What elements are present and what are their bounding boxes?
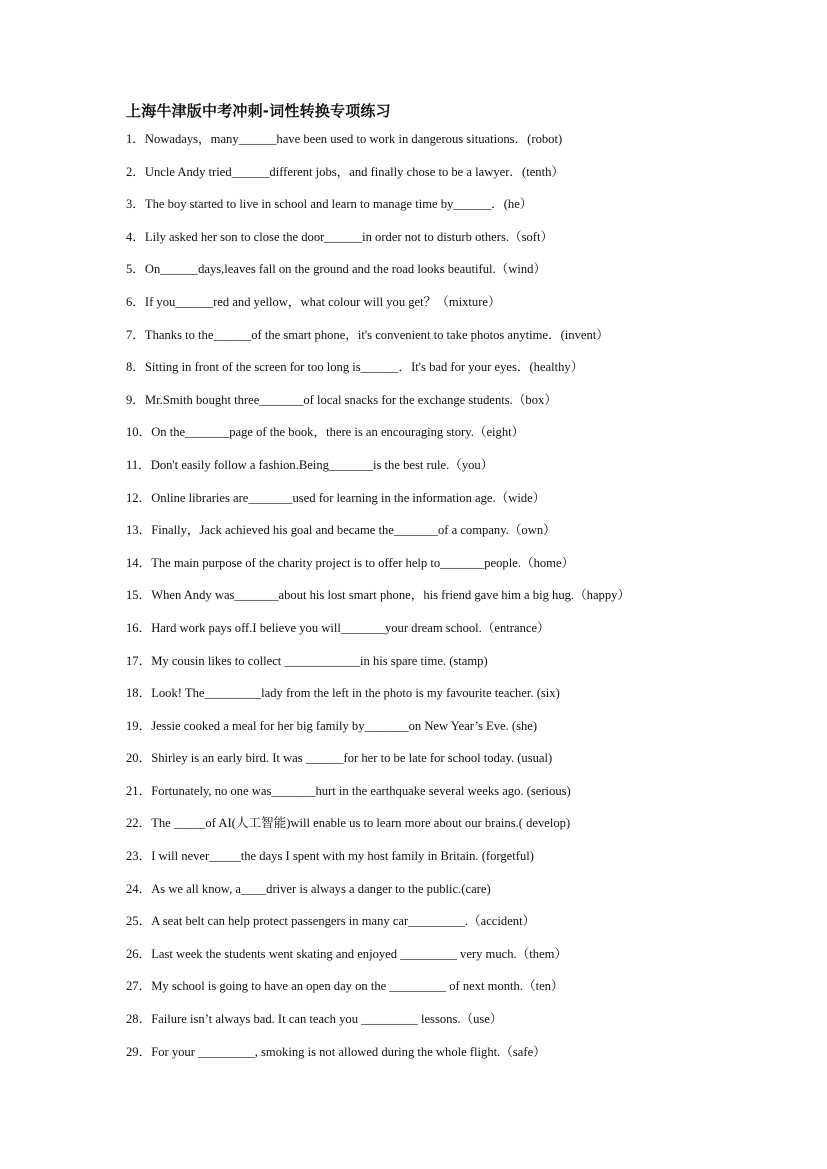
exercise-item-8: 8．Sitting in front of the screen for too long is______．It's bad for your eyes．(healthy） [126, 360, 584, 375]
exercise-item-25: 25．A seat belt can help protect passengers in many car_________.（accident） [126, 914, 536, 929]
exercise-item-13: 13．Finally，Jack achieved his goal and became the_______of a company.（own） [126, 523, 556, 538]
exercise-item-7: 7．Thanks to the______of the smart phone，it's convenient to take photos anytime．(invent） [126, 327, 609, 342]
exercise-item-21: 21．Fortunately, no one was_______hurt in the earthquake several weeks ago. (serious) [126, 783, 571, 798]
exercise-item-23: 23．I will never_____the days I spent with my host family in Britain. (forgetful) [126, 849, 534, 864]
exercise-item-10: 10．On the_______page of the book，there is an encouraging story.（eight） [126, 425, 525, 440]
exercise-item-6: 6．If you______red and yellow，what colour will you get？（mixture） [126, 294, 501, 309]
exercise-item-11: 11．Don't easily follow a fashion.Being_______is the best rule.（you） [126, 457, 494, 472]
exercise-item-9: 9．Mr.Smith bought three_______of local snacks for the exchange students.（box） [126, 392, 557, 407]
exercise-item-24: 24．As we all know, a____driver is always a danger to the public.(care) [126, 881, 491, 896]
exercise-item-16: 16．Hard work pays off.I believe you will_______your dream school.（entrance） [126, 620, 550, 635]
exercise-list [126, 126, 786, 1071]
exercise-item-29: 29．For your _________, smoking is not allowed during the whole flight.（safe） [126, 1044, 546, 1059]
exercise-item-5: 5．On______days,leaves fall on the ground and the road looks beautiful.（wind） [126, 262, 547, 277]
exercise-item-15: 15．When Andy was_______about his lost smart phone，his friend gave him a big hug.（happy） [126, 588, 631, 603]
exercise-item-18: 18．Look! The_________lady from the left in the photo is my favourite teacher. (six) [126, 686, 560, 701]
exercise-item-27: 27．My school is going to have an open day on the _________ of next month.（ten） [126, 979, 564, 994]
exercise-item-3: 3．The boy started to live in school and learn to manage time by______．(he） [126, 197, 533, 212]
exercise-item-26: 26．Last week the students went skating and enjoyed _________ very much.（them） [126, 946, 568, 961]
exercise-item-1: 1．Nowadays，many______have been used to work in dangerous situations．(robot) [126, 132, 563, 146]
exercise-item-20: 20．Shirley is an early bird. It was ______for her to be late for school today. (usual) [126, 751, 553, 766]
exercise-item-28: 28．Failure isn’t always bad. It can teach you _________ lessons.（use） [126, 1012, 503, 1027]
exercise-item-4: 4．Lily asked her son to close the door______in order not to disturb others.（soft） [126, 229, 554, 244]
exercise-item-14: 14．The main purpose of the charity project is to offer help to_______people.（home） [126, 555, 575, 570]
exercise-item-12: 12．Online libraries are_______used for learning in the information age.（wide） [126, 490, 546, 505]
exercise-item-17: 17．My cousin likes to collect ____________in his spare time. (stamp) [126, 653, 488, 668]
exercise-item-2: 2．Uncle Andy tried______different jobs，and finally chose to be a lawyer．(tenth） [126, 164, 564, 179]
document-title: 上海牛津版中考冲刺-词性转换专项练习 [126, 102, 391, 120]
exercise-item-22: 22．The _____of AI(人工智能)will enable us to learn more about our brains.( develop) [126, 816, 571, 831]
exercise-item-19: 19．Jessie cooked a meal for her big family by_______on New Year’s Eve. (she) [126, 718, 538, 733]
